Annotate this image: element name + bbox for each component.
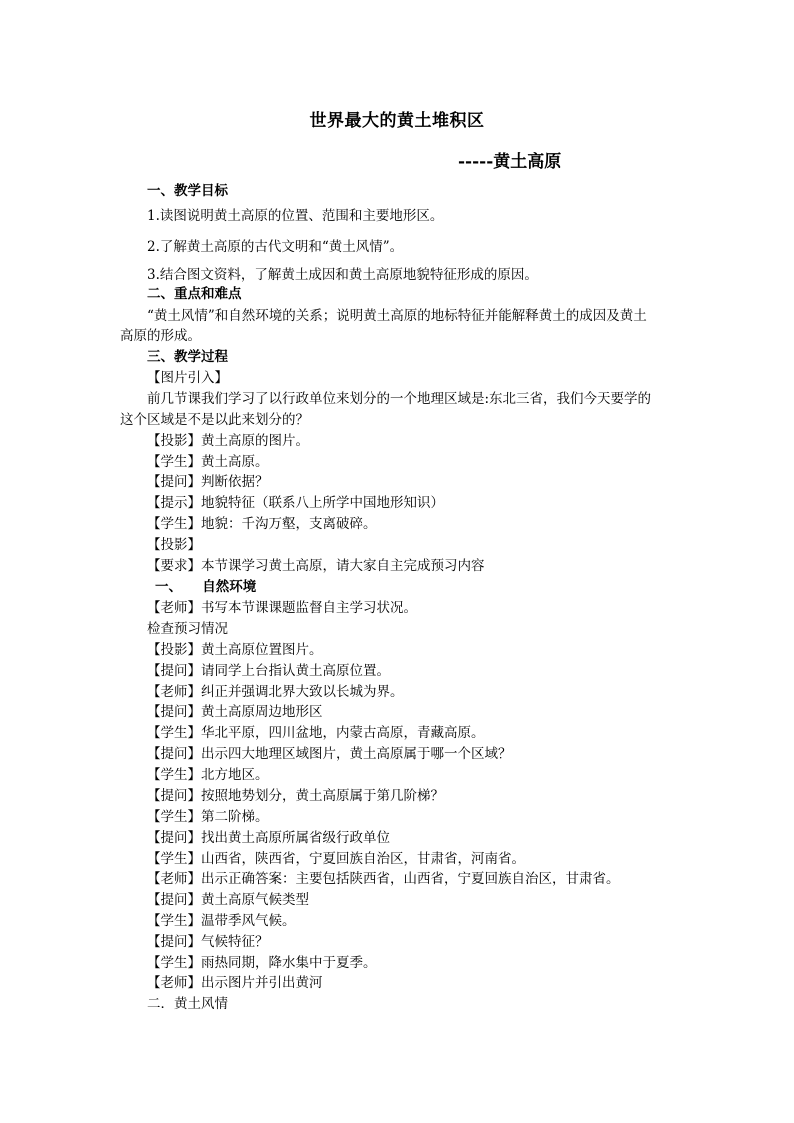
process-line: 前几节课我们学习了以行政单位来划分的一个地理区域是:东北三省，我们今天要学的 bbox=[147, 391, 652, 407]
process-line: 【学生】北方地区。 bbox=[147, 767, 269, 783]
key-points-line-1: “黄土风情”和自然环境的关系；说明黄土高原的地标特征并能解释黄土的成因及黄土 bbox=[147, 308, 647, 324]
process-line: 【图片引入】 bbox=[147, 370, 228, 386]
process-line: 【学生】华北平原，四川盆地，内蒙古高原，青藏高原。 bbox=[147, 725, 485, 741]
process-line: 【要求】本节课学习黄土高原，请大家自主完成预习内容 bbox=[147, 558, 485, 574]
process-line: 【老师】出示正确答案：主要包括陕西省，山西省，宁夏回族自治区，甘肃省。 bbox=[147, 871, 620, 887]
process-line: 【学生】温带季风气候。 bbox=[147, 913, 296, 929]
section-heading-key-points: 二、重点和难点 bbox=[147, 286, 242, 302]
section-heading-objectives: 一、教学目标 bbox=[147, 183, 228, 199]
key-points-line-2: 高原的形成。 bbox=[120, 328, 201, 344]
process-line: 【提问】请同学上台指认黄土高原位置。 bbox=[147, 663, 390, 679]
objective-1: 1.读图说明黄土高原的位置、范围和主要地形区。 bbox=[147, 208, 444, 224]
document-subtitle: -----黄土高原 bbox=[458, 152, 562, 172]
process-line: 【投影】黄土高原的图片。 bbox=[147, 433, 309, 449]
process-line: 【老师】书写本节课课题监督自主学习状况。 bbox=[147, 600, 417, 616]
process-line: 【学生】雨热同期，降水集中于夏季。 bbox=[147, 955, 377, 971]
process-line: 【提问】黄土高原气候类型 bbox=[147, 892, 309, 908]
process-line: 【提问】按照地势划分，黄土高原属于第几阶梯？ bbox=[147, 788, 444, 804]
process-line: 【老师】纠正并强调北界大致以长城为界。 bbox=[147, 684, 404, 700]
document-title: 世界最大的黄土堆积区 bbox=[309, 111, 485, 131]
process-line: 【提问】气候特征？ bbox=[147, 934, 269, 950]
subsection-heading-loess-customs: 二．黄土风情 bbox=[147, 996, 228, 1012]
process-line: 【提问】黄土高原周边地形区 bbox=[147, 704, 323, 720]
objective-2: 2.了解黄土高原的古代文明和“黄土风情”。 bbox=[147, 239, 404, 255]
process-line: 【投影】 bbox=[147, 537, 201, 553]
process-line: 【提问】判断依据？ bbox=[147, 474, 269, 490]
process-line: 【老师】出示图片并引出黄河 bbox=[147, 975, 323, 991]
subsection-heading-natural-environment: 一、 自然环境 bbox=[155, 579, 257, 595]
process-line: 【提问】找出黄土高原所属省级行政单位 bbox=[147, 830, 390, 846]
objective-3: 3.结合图文资料，了解黄土成因和黄土高原地貌特征形成的原因。 bbox=[147, 267, 538, 283]
process-line: 【学生】第二阶梯。 bbox=[147, 809, 269, 825]
process-line: 检查预习情况 bbox=[147, 621, 228, 637]
process-line: 【投影】黄土高原位置图片。 bbox=[147, 642, 323, 658]
section-heading-process: 三、教学过程 bbox=[147, 349, 228, 365]
process-line: 【提示】地貌特征（联系八上所学中国地形知识） bbox=[147, 495, 444, 511]
process-line: 【学生】黄土高原。 bbox=[147, 454, 269, 470]
process-line: 【提问】出示四大地理区域图片，黄土高原属于哪一个区域？ bbox=[147, 746, 512, 762]
process-line: 【学生】地貌：千沟万壑，支离破碎。 bbox=[147, 516, 377, 532]
process-line: 【学生】山西省，陕西省，宁夏回族自治区，甘肃省，河南省。 bbox=[147, 851, 525, 867]
process-line: 这个区域是不是以此来划分的？ bbox=[120, 412, 309, 428]
